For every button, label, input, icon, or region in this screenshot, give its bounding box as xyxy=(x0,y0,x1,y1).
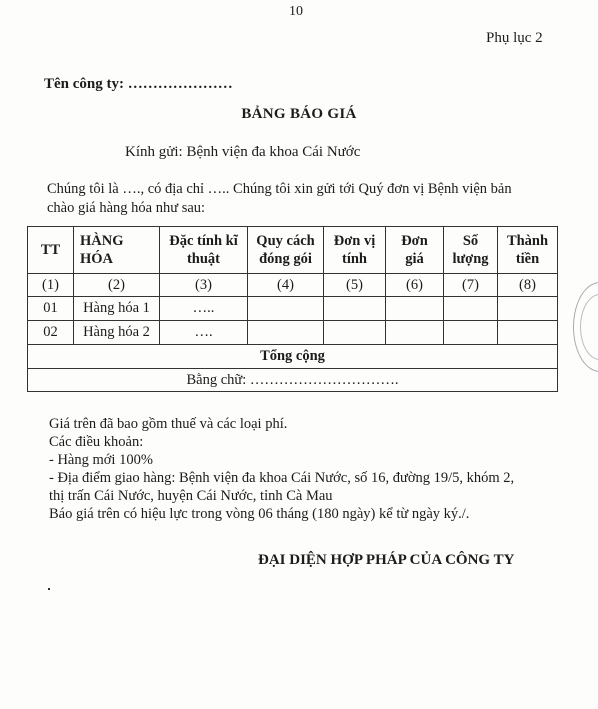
column-number-row xyxy=(28,274,558,297)
specs-cell: ….. xyxy=(160,297,248,321)
header-cell-unit: Đơn vị tính xyxy=(324,227,386,274)
price-quote-table xyxy=(27,226,558,392)
row-index: 02 xyxy=(28,321,74,345)
unit-cell xyxy=(324,297,386,321)
quantity-cell xyxy=(444,297,498,321)
table-row xyxy=(28,297,558,321)
intro-line-2: chào giá hàng hóa như sau: xyxy=(47,200,206,216)
packaging-cell xyxy=(248,321,324,345)
stray-mark xyxy=(48,588,50,590)
total-label: Tổng cộng xyxy=(28,345,558,369)
header-cell-unit-price: Đơn giá xyxy=(386,227,444,274)
greeting-line: Kính gửi: Bệnh viện đa khoa Cái Nước xyxy=(125,144,361,160)
table-row xyxy=(28,321,558,345)
amount-cell xyxy=(498,321,558,345)
goods-name: Hàng hóa 2 xyxy=(74,321,160,345)
legal-representative-heading: ĐẠI DIỆN HỢP PHÁP CỦA CÔNG TY xyxy=(258,552,515,568)
column-number: (1) xyxy=(28,274,74,297)
row-index: 01 xyxy=(28,297,74,321)
header-cell-goods: HÀNG HÓA xyxy=(74,227,160,274)
goods-name: Hàng hóa 1 xyxy=(74,297,160,321)
header-cell-packaging: Quy cách đóng gói xyxy=(248,227,324,274)
total-row xyxy=(28,345,558,369)
header-cell-amount: Thành tiền xyxy=(498,227,558,274)
unit-price-cell xyxy=(386,297,444,321)
specs-cell: …. xyxy=(160,321,248,345)
note-line: - Hàng mới 100% xyxy=(49,452,153,468)
header-cell-quantity: Số lượng xyxy=(444,227,498,274)
company-name-line: Tên công ty: ………………… xyxy=(44,76,233,92)
unit-price-cell xyxy=(386,321,444,345)
amount-in-words-row xyxy=(28,369,558,392)
amount-cell xyxy=(498,297,558,321)
table-header-row xyxy=(28,227,558,274)
column-number: (3) xyxy=(160,274,248,297)
column-number: (6) xyxy=(386,274,444,297)
intro-line-1: Chúng tôi là …., có địa chỉ ….. Chúng tôi xin gửi tới Quý đơn vị Bệnh viện bản xyxy=(47,181,512,197)
note-line: Báo giá trên có hiệu lực trong vòng 06 tháng (180 ngày) kể từ ngày ký./. xyxy=(49,506,470,522)
unit-cell xyxy=(324,321,386,345)
note-line: Giá trên đã bao gồm thuế và các loại phí. xyxy=(49,416,288,432)
note-line: Các điều khoản: xyxy=(49,434,144,450)
column-number: (5) xyxy=(324,274,386,297)
column-number: (2) xyxy=(74,274,160,297)
header-cell-tt: TT xyxy=(28,227,74,274)
column-number: (4) xyxy=(248,274,324,297)
column-number: (8) xyxy=(498,274,558,297)
quantity-cell xyxy=(444,321,498,345)
note-line: thị trấn Cái Nước, huyện Cái Nước, tỉnh Cà Mau xyxy=(49,488,333,504)
header-cell-specs: Đặc tính kĩ thuật xyxy=(160,227,248,274)
amount-in-words: Bằng chữ: …………………………. xyxy=(28,369,558,392)
packaging-cell xyxy=(248,297,324,321)
appendix-label: Phụ lục 2 xyxy=(486,30,543,46)
page-number: 10 xyxy=(289,4,303,19)
column-number: (7) xyxy=(444,274,498,297)
note-line: - Địa điểm giao hàng: Bệnh viện đa khoa Cái Nước, số 16, đường 19/5, khóm 2, xyxy=(49,470,515,486)
document-title: BẢNG BÁO GIÁ xyxy=(241,106,357,122)
